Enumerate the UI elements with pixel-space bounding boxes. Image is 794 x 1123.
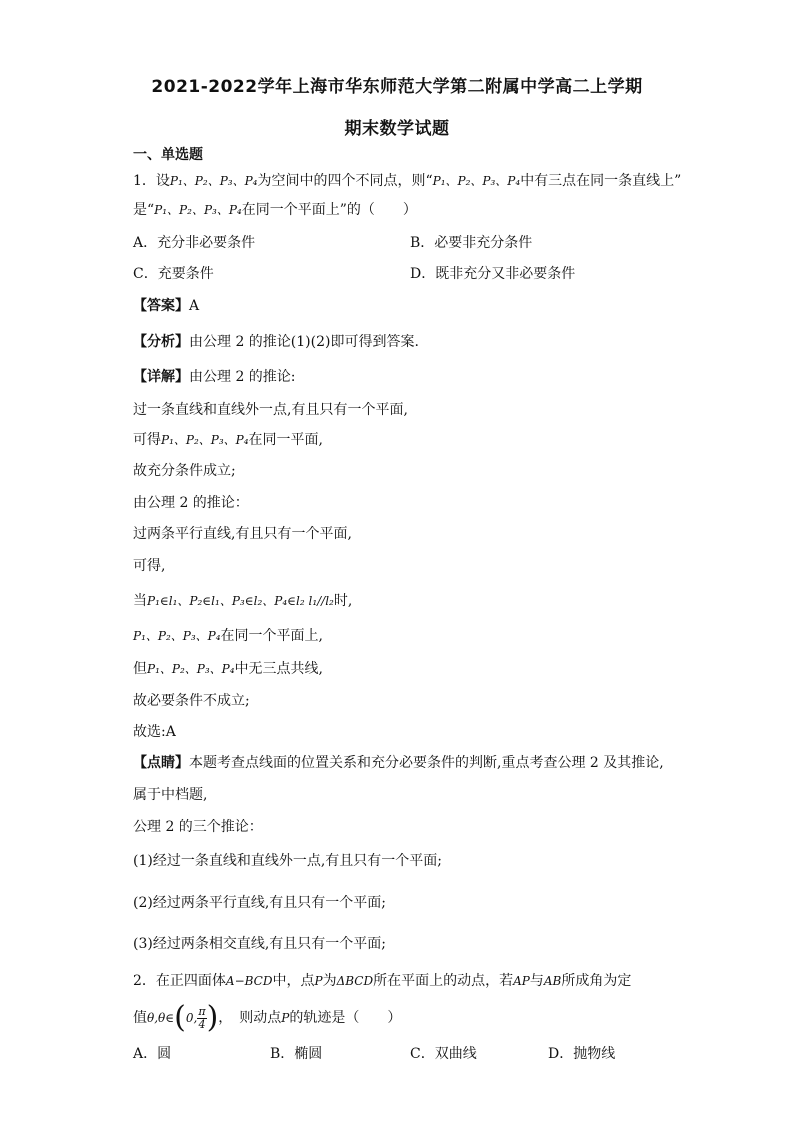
q1-points-math: P₁、P₂、P₃、P₄ — [133, 629, 221, 643]
q2-option-d: D．抛物线 — [548, 1046, 616, 1062]
document-title-line1: 2021-2022学年上海市华东师范大学第二附属中学高二上学期 — [151, 77, 643, 97]
q1-number: 1．设 — [133, 173, 170, 189]
q2-stem-text: 值 — [133, 1010, 147, 1026]
q2-stem-line1 — [133, 972, 631, 990]
q2-math: P — [314, 974, 323, 988]
q1-points-math: P₁、P₂、P₃、P₄ — [169, 174, 258, 188]
q1-stem-line1 — [133, 172, 681, 190]
q2-stem-text: 所在平面上的动点，若 — [373, 973, 514, 989]
q1-membership-math: P₁∈l₁、P₂∈l₁、P₃∈l₂、P₄∈l₂ l₁//l₂ — [147, 594, 334, 608]
q1-comment-line: (2)经过两条平行直线,有且只有一个平面; — [133, 895, 386, 911]
q1-option-d: D．既非充分又非必要条件 — [410, 266, 576, 282]
q2-math: AB — [543, 974, 562, 988]
detail-text: 可得 — [133, 432, 161, 448]
q1-stem-text: 在同一个平面上”的（ ） — [241, 202, 417, 218]
analysis-text: 由公理 2 的推论(1)(2)即可得到答案. — [189, 334, 419, 350]
q1-stem-text: 中有三点在同一条直线上” — [520, 173, 682, 189]
q2-stem-text: 中，点 — [272, 973, 315, 989]
q2-math: P — [281, 1011, 290, 1025]
section-heading-single-choice: 一、单选题 — [133, 147, 203, 163]
q1-comment-line: (3)经过两条相交直线,有且只有一个平面; — [133, 936, 386, 952]
q1-points-math: P₁、P₂、P₃、P₄ — [432, 174, 521, 188]
pi-over-4-fraction — [197, 1006, 206, 1031]
q2-math: θ,θ∈ — [147, 1011, 175, 1025]
comment-text: 本题考查点线面的位置关系和充分必要条件的判断,重点考查公理 2 及其推论, — [189, 755, 664, 771]
comment-tag: 【点睛】 — [133, 755, 189, 771]
analysis-tag: 【分析】 — [133, 334, 189, 350]
answer-tag: 【答案】 — [133, 298, 189, 314]
q2-stem-text: ， 则动点 — [218, 1010, 282, 1026]
q2-math: A−BCD — [225, 974, 273, 988]
q2-option-c: C．双曲线 — [410, 1046, 477, 1062]
q1-option-a: A．充分非必要条件 — [133, 235, 256, 251]
interval-lower: 0, — [185, 1011, 198, 1025]
detail-text: 在同一平面, — [248, 432, 323, 448]
q1-detail-line: 故必要条件不成立; — [133, 693, 250, 709]
q2-stem-line2 — [133, 1000, 402, 1035]
q1-detail-line: 故选:A — [133, 724, 176, 740]
q2-stem-text: 与 — [529, 973, 544, 989]
q1-answer — [133, 297, 199, 315]
q1-analysis — [133, 333, 419, 351]
fraction-numerator: π — [198, 1004, 206, 1018]
q1-detail-line: 故充分条件成立; — [133, 463, 236, 479]
q1-detail — [133, 368, 296, 386]
q1-stem-text: 是“ — [133, 202, 155, 218]
q1-detail-line — [133, 431, 323, 449]
q1-comment-line: 属于中档题, — [133, 787, 208, 803]
q1-detail-line — [133, 627, 323, 645]
interval-expression: (0, $\frac{\pi}{4}$ ) — [174, 1000, 219, 1035]
q2-stem-text: 为 — [322, 973, 337, 989]
q1-comment-line: 公理 2 的三个推论： — [133, 819, 263, 835]
q1-detail-line: 过两条平行直线,有且只有一个平面, — [133, 526, 352, 542]
q2-option-b: B．椭圆 — [270, 1046, 323, 1062]
q1-detail-line: 可得, — [133, 558, 166, 574]
q1-detail-line: 过一条直线和直线外一点,有且只有一个平面, — [133, 402, 408, 418]
fraction-denominator: 4 — [198, 1017, 206, 1031]
q2-stem-text: 的轨迹是（ ） — [289, 1010, 402, 1026]
q1-points-math: P₁、P₂、P₃、P₄ — [154, 203, 242, 217]
q1-points-math: P₁、P₂、P₃、P₄ — [147, 662, 235, 676]
detail-text: 当 — [133, 593, 147, 609]
q1-option-b: B．必要非充分条件 — [410, 235, 533, 251]
q1-comment-line: (1)经过一条直线和直线外一点,有且只有一个平面; — [133, 853, 442, 869]
q2-math: ΔBCD — [336, 974, 374, 988]
q2-stem-text: 所成角为定 — [561, 973, 632, 989]
q1-comment — [133, 754, 664, 772]
detail-tag: 【详解】 — [133, 369, 189, 385]
detail-text: 但 — [133, 661, 147, 677]
document-title-line2: 期末数学试题 — [344, 119, 450, 139]
q1-detail-line: 由公理 2 的推论： — [133, 495, 249, 511]
q1-stem-text: 为空间中的四个不同点，则“ — [257, 173, 433, 189]
q2-stem-text: 2．在正四面体 — [133, 973, 226, 989]
q1-stem-line2 — [133, 201, 417, 219]
detail-text: 在同一个平面上, — [220, 628, 323, 644]
q2-math: AP — [513, 974, 530, 988]
q1-points-math: P₁、P₂、P₃、P₄ — [161, 433, 249, 447]
detail-text: 中无三点共线, — [234, 661, 323, 677]
q1-option-c: C．充要条件 — [133, 266, 214, 282]
q2-option-a: A．圆 — [133, 1046, 172, 1062]
q1-detail-line — [133, 592, 352, 610]
detail-text: 时, — [333, 593, 353, 609]
detail-text: 由公理 2 的推论: — [189, 369, 296, 385]
q1-detail-line — [133, 660, 323, 678]
answer-value: A — [189, 298, 200, 314]
